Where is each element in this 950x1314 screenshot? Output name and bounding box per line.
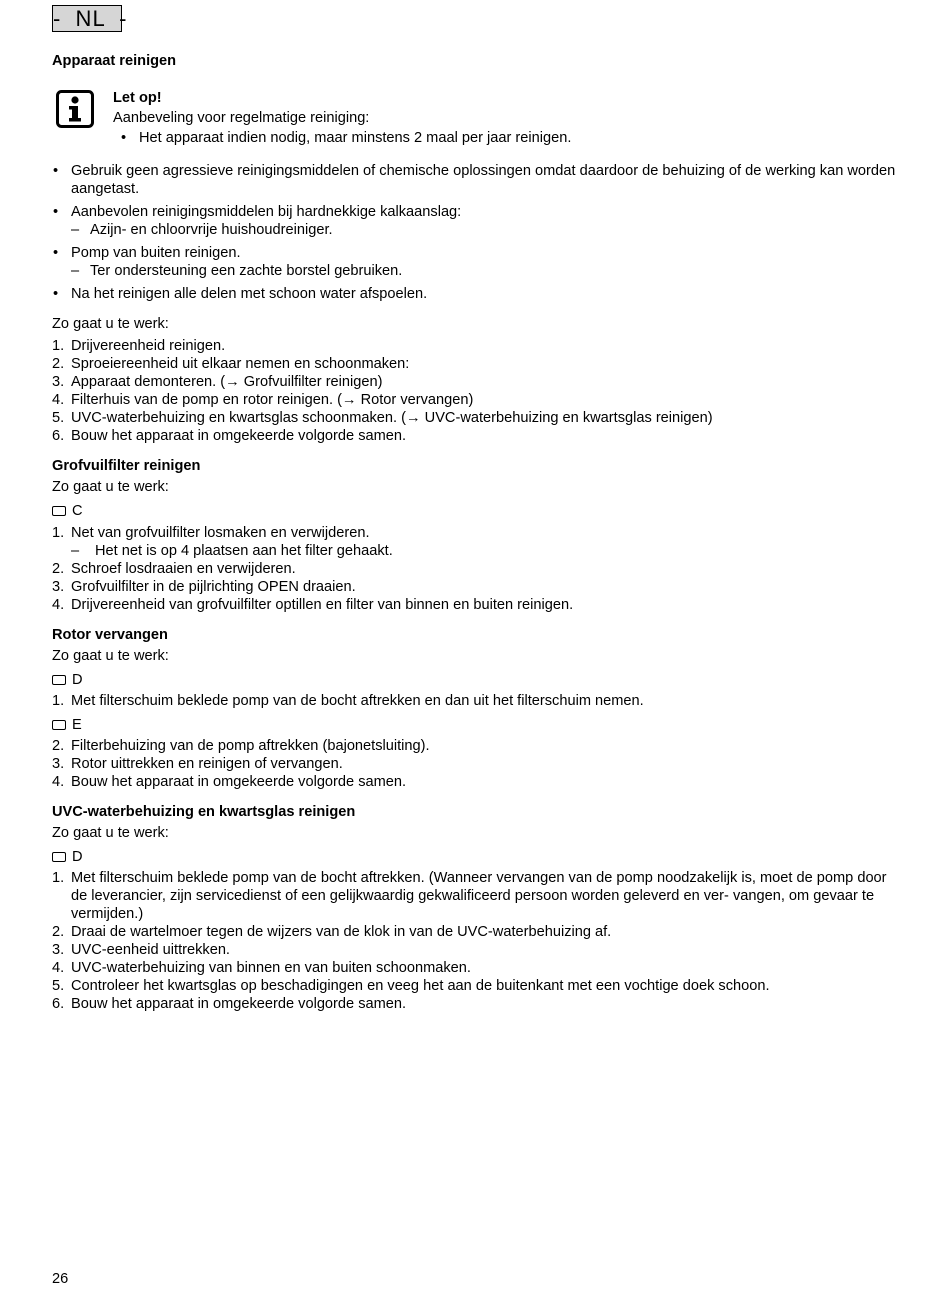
step-text: UVC-eenheid uittrekken. (71, 942, 230, 958)
step-item: 2. Draai de wartelmoer tegen de wijzers van de klok in van de UVC-waterbehuizing af. (52, 924, 612, 940)
step-item: 4. Drijvereenheid van grofvuilfilter optillen en filter van binnen en buiten reinigen. (52, 597, 574, 613)
section-intro: Zo gaat u te werk: (52, 648, 169, 664)
step-text: UVC-waterbehuizing van binnen en van buiten schoonmaken. (71, 960, 471, 976)
step-text: Bouw het apparaat in omgekeerde volgorde samen. (71, 996, 407, 1012)
notice-text: Aanbeveling voor regelmatige reiniging: (113, 110, 370, 126)
step-item: 2. Filterbehuizing van de pomp aftrekken (bajonetsluiting). (52, 738, 430, 754)
step-item: 2. Sproeiereenheid uit elkaar nemen en schoonmaken: (52, 356, 410, 372)
step-text: Met filterschuim beklede pomp van de bocht aftrekken en dan uit het filterschuim nemen. (71, 693, 644, 709)
step-text: Drijvereenheid van grofvuilfilter optillen en filter van binnen en buiten reinigen. (71, 597, 574, 613)
step-text: Filterbehuizing van de pomp aftrekken (bajonetsluiting). (71, 738, 430, 754)
section-intro: Zo gaat u te werk: (52, 479, 169, 495)
notice-list (113, 128, 902, 148)
subitem-text: Het net is op 4 plaatsen aan het filter gehaakt. (95, 543, 393, 559)
step-item: 5. Controleer het kwartsglas op beschadigingen en veeg het aan de buitenkant met een vochtige doek schoon. (52, 978, 770, 994)
figure-reference (52, 848, 902, 866)
step-item: 4. Bouw het apparaat in omgekeerde volgorde samen. (52, 774, 407, 790)
step-text: Bouw het apparaat in omgekeerde volgorde samen. (71, 428, 407, 444)
step-text: Met filterschuim beklede pomp van de bocht aftrekken. (Wanneer vervangen van de pomp noodzakelijk is, moet de pomp door de leverancier, zijn servicedienst of een gelijkwaardig gekwalificeerd persoon worden geleverd en ver- vangen, om gevaar te vermijden.) (71, 870, 887, 922)
section-grofvuilfilter (52, 457, 902, 614)
step-text: Filterhuis van de pomp en rotor reinigen. (→ Rotor vervangen) (71, 392, 474, 408)
step-text: UVC-waterbehuizing en kwartsglas schoonmaken. (→ UVC-waterbehuizing en kwartsglas reinigen) (71, 410, 713, 426)
list-item (52, 203, 902, 239)
list-item (52, 162, 902, 198)
step-text: Apparaat demonteren. (→ Grofvuilfilter reinigen) (71, 374, 383, 390)
step-text: Rotor uittrekken en reinigen of vervangen. (71, 756, 343, 772)
step-text: Net van grofvuilfilter losmaken en verwijderen. (71, 525, 370, 541)
page-number: 26 (52, 1271, 69, 1287)
notice-box (52, 88, 902, 148)
figure-icon (52, 852, 66, 862)
section-steps (52, 737, 902, 791)
step-item: 1. Drijvereenheid reinigen. (52, 338, 226, 354)
section-rotor (52, 626, 902, 791)
bullet-text: Gebruik geen agressieve reinigingsmiddelen of chemische oplossingen omdat daardoor de behuizing of de werking kan worden aangetast. (71, 163, 896, 197)
section-steps (52, 869, 902, 1013)
step-subitem: – Het net is op 4 plaatsen aan het filter gehaakt. (71, 543, 393, 559)
step-item: 4. UVC-waterbehuizing van binnen en van buiten schoonmaken. (52, 960, 471, 976)
step-text: Draai de wartelmoer tegen de wijzers van de klok in van de UVC-waterbehuizing af. (71, 924, 612, 940)
section-title: UVC-waterbehuizing en kwartsglas reinigen (52, 804, 356, 820)
step-item: 2. Schroef losdraaien en verwijderen. (52, 561, 296, 577)
step-item: 5. UVC-waterbehuizing en kwartsglas schoonmaken. (→ UVC-waterbehuizing en kwartsglas reinigen) (52, 410, 713, 426)
figure-label: C (72, 503, 83, 519)
notice-title: Let op! (113, 90, 162, 106)
step-text: Drijvereenheid reinigen. (71, 338, 226, 354)
section-steps (52, 524, 902, 614)
step-item: 3. Rotor uittrekken en reinigen of vervangen. (52, 756, 343, 772)
step-text: Schroef losdraaien en verwijderen. (71, 561, 296, 577)
figure-icon (52, 675, 66, 685)
figure-icon (52, 506, 66, 516)
step-item: 1. Net van grofvuilfilter losmaken en verwijderen. (52, 525, 370, 541)
section-steps (52, 692, 902, 710)
figure-reference (52, 502, 902, 520)
section-uvc (52, 803, 902, 1013)
cleaning-bullets (52, 162, 902, 303)
figure-label: D (72, 849, 83, 865)
step-item: 3. Apparaat demonteren. (→ Grofvuilfilter reinigen) (52, 374, 383, 390)
step-text: Sproeiereenheid uit elkaar nemen en schoonmaken: (71, 356, 410, 372)
bullet-text: Aanbevolen reinigingsmiddelen bij hardnekkige kalkaanslag: (71, 204, 462, 220)
language-tag: - NL - (53, 6, 128, 31)
step-item: 3. UVC-eenheid uittrekken. (52, 942, 230, 958)
bullet-text: Na het reinigen alle delen met schoon water afspoelen. (71, 286, 428, 302)
notice-bullet: • Het apparaat indien nodig, maar minstens 2 maal per jaar reinigen. (119, 128, 902, 148)
step-text: Controleer het kwartsglas op beschadigingen en veeg het aan de buitenkant met een vochtige doek schoon. (71, 978, 770, 994)
step-text: Grofvuilfilter in de pijlrichting OPEN draaien. (71, 579, 356, 595)
steps-intro: Zo gaat u te werk: (52, 316, 169, 332)
subitem-text: Ter ondersteuning een zachte borstel gebruiken. (90, 263, 403, 279)
figure-reference (52, 671, 902, 689)
step-item: 1. Met filterschuim beklede pomp van de bocht aftrekken. (Wanneer vervangen van de pomp noodzakelijk is, moet de pomp door de leverancier, zijn servicedienst of een gelijkwaardig gekwalificeerd persoon worden geleverd en ver- vangen, om gevaar te vermijden.) (52, 870, 887, 922)
bullet-text: Pomp van buiten reinigen. (71, 245, 241, 261)
step-item: 1. Met filterschuim beklede pomp van de bocht aftrekken en dan uit het filterschuim nemen. (52, 693, 644, 709)
page-content (52, 50, 902, 1013)
section-title: Grofvuilfilter reinigen (52, 458, 201, 474)
step-text: Bouw het apparaat in omgekeerde volgorde samen. (71, 774, 407, 790)
bullet-subitem (71, 221, 902, 239)
page-title: Apparaat reinigen (52, 53, 177, 69)
bullet-subitem (71, 262, 902, 280)
general-steps (52, 337, 902, 445)
figure-label: E (72, 717, 82, 733)
step-item: 3. Grofvuilfilter in de pijlrichting OPEN draaien. (52, 579, 356, 595)
figure-icon (52, 720, 66, 730)
info-icon (56, 90, 94, 128)
step-item: 6. Bouw het apparaat in omgekeerde volgorde samen. (52, 428, 407, 444)
list-item (52, 285, 902, 303)
section-intro: Zo gaat u te werk: (52, 825, 169, 841)
list-item (52, 244, 902, 280)
subitem-text: Azijn- en chloorvrije huishoudreiniger. (90, 222, 333, 238)
step-item: 4. Filterhuis van de pomp en rotor reinigen. (→ Rotor vervangen) (52, 392, 474, 408)
figure-label: D (72, 672, 83, 688)
figure-reference (52, 716, 902, 734)
step-item: 6. Bouw het apparaat in omgekeerde volgorde samen. (52, 996, 407, 1012)
section-title: Rotor vervangen (52, 627, 168, 643)
